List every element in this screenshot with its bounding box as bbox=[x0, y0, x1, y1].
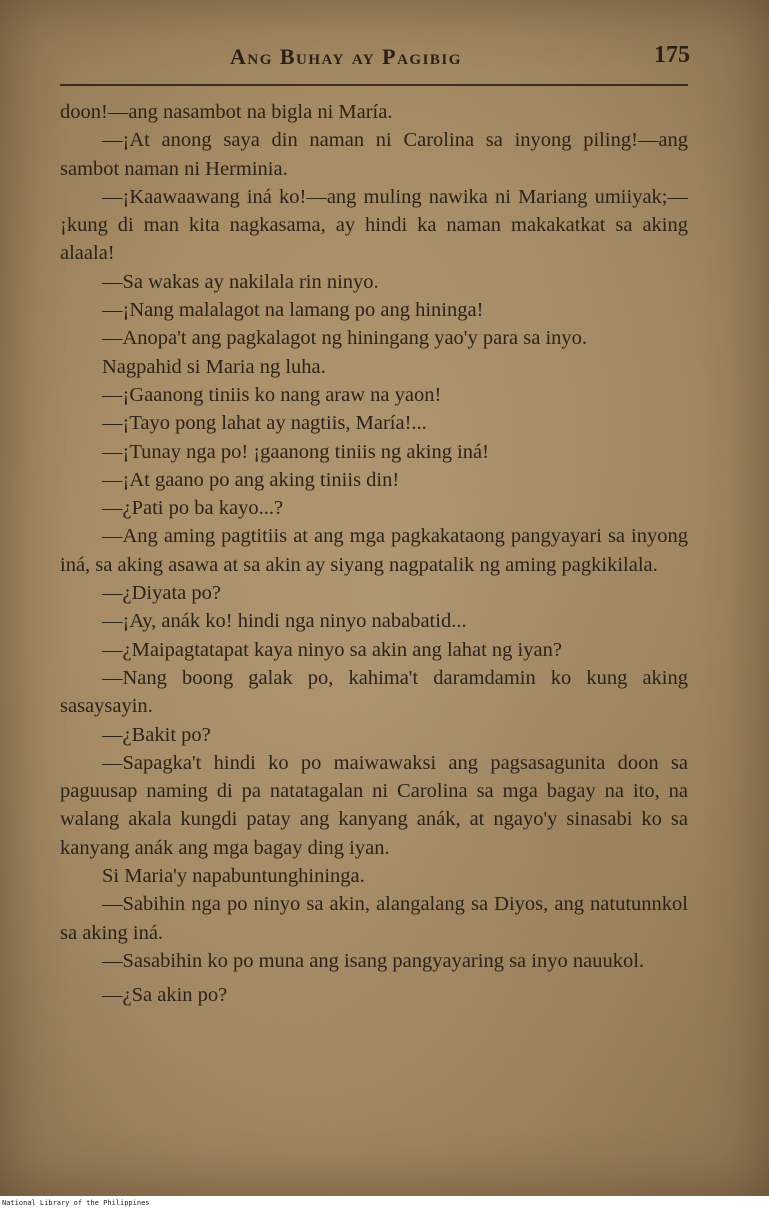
page-number: 175 bbox=[654, 42, 690, 68]
paragraph: —Ang aming pagtitiis at ang mga pagkakataong pangyayari sa inyong iná, sa aking asawa at sa akin ay siyang nagpatalik ng aming pagkikilala. bbox=[60, 525, 688, 576]
paragraph: —Nang boong galak po, kahima't daramdamin ko kung aking sasaysayin. bbox=[60, 666, 688, 718]
paragraph: —¿Maipagtatapat kaya ninyo sa akin ang lahat ng iyan? bbox=[102, 638, 562, 661]
paragraph: —Anopa't ang pagkalagot ng hiningang yao'y para sa inyo. bbox=[102, 327, 588, 350]
paragraph: Nagpahid si Maria ng luha. bbox=[102, 355, 326, 378]
paragraph: —Sapagka't hindi ko po maiwawaksi ang pagsasagunita doon sa paguusap naming di pa natatagalan ni Carolina sa mga bagay na ito, na walang akala kungdi patay ang kanyang anák, at ngayo'y sinasabi ko sa kanyang anák ang mga bagay ding iyan. bbox=[60, 751, 688, 859]
running-title: Ang Buhay ay Pagibig bbox=[230, 44, 462, 69]
paragraph: —¡Gaanong tiniis ko nang araw na yaon! bbox=[102, 383, 442, 406]
paragraph: —¿Diyata po? bbox=[102, 582, 221, 605]
paragraph: —¡Tayo pong lahat ay nagtiis, María!... bbox=[102, 412, 427, 435]
paragraph: —¡Ay, anák ko! hindi nga ninyo nababatid... bbox=[102, 610, 467, 633]
paragraph: —¿Bakit po? bbox=[102, 723, 211, 746]
paragraph: —¡At anong saya din naman ni Carolina sa inyong piling!—ang sambot naman ni Herminia. bbox=[60, 129, 688, 180]
paragraph: —¡Tunay nga po! ¡gaanong tiniis ng aking iná! bbox=[102, 440, 489, 463]
paragraph: —¿Pati po ba kayo...? bbox=[102, 497, 284, 520]
body-text bbox=[60, 98, 688, 1010]
paragraph: —¡At gaano po ang aking tiniis din! bbox=[102, 468, 400, 491]
paragraph: —¡Nang malalagot na lamang po ang hininga! bbox=[102, 299, 484, 322]
paragraph: —¿Sa akin po? bbox=[102, 984, 228, 1007]
paragraph: —Sabihin nga po ninyo sa akin, alangalang sa Diyos, ang natutunnkol sa aking iná. bbox=[60, 893, 688, 944]
header-rule bbox=[60, 84, 688, 86]
library-credit: National Library of the Philippines bbox=[2, 1199, 150, 1207]
page-header bbox=[60, 44, 690, 74]
paragraph: —Sa wakas ay nakilala rin ninyo. bbox=[102, 270, 379, 293]
paragraph: doon!—ang nasambot na bigla ni María. bbox=[60, 101, 393, 123]
paragraph: —¡Kaawaawang iná ko!—ang muling nawika ni Mariang umiiyak;—¡kung di man kita nagkasama, ay hindi ka naman makakatkat sa aking alaala! bbox=[60, 185, 688, 265]
paragraph: —Sasabihin ko po muna ang isang pangyayaring sa inyo nauukol. bbox=[102, 949, 645, 972]
paragraph: Si Maria'y napabuntunghininga. bbox=[102, 865, 365, 888]
